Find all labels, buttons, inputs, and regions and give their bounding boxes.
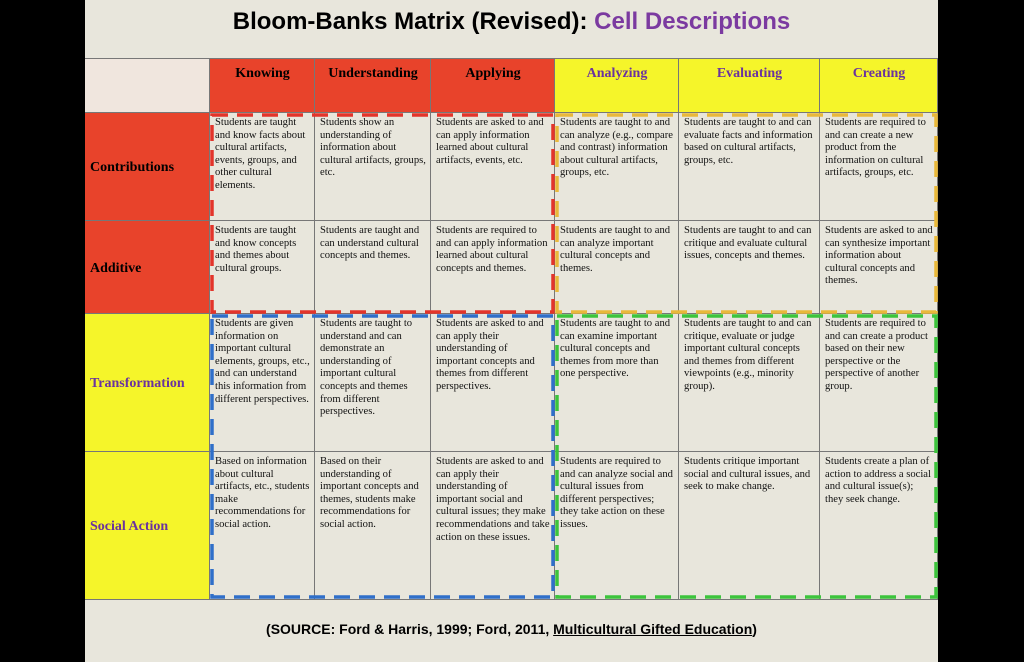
cell-social-action-creating: Students create a plan of action to address a social and cultural issue(s); they seek change.: [820, 452, 938, 600]
col-header-analyzing: Analyzing: [555, 58, 679, 113]
page-title: [85, 8, 938, 36]
cell-contributions-creating: Students are required to and can create a new product from the information on cultural artifacts, groups, etc.: [820, 113, 938, 221]
cell-transformation-understanding: Students are taught to understand and can demonstrate an understanding of important cultural concepts and themes from different perspectives.: [315, 314, 431, 452]
cell-transformation-analyzing: Students are taught to and can examine important cultural concepts and themes from more than one perspective.: [555, 314, 679, 452]
cell-contributions-understanding: Students show an understanding of information about cultural artifacts, groups, etc.: [315, 113, 431, 221]
cell-additive-knowing: Students are taught and know concepts and themes about cultural groups.: [210, 221, 315, 314]
title-main: Bloom-Banks Matrix (Revised):: [232, 8, 588, 35]
cell-contributions-applying: Students are asked to and can apply information learned about cultural artifacts, events, etc.: [431, 113, 555, 221]
cell-contributions-analyzing: Students are taught to and can analyze (e.g., compare and contrast) information about cultural artifacts, groups, etc.: [555, 113, 679, 221]
row-header-transformation: Transformation: [85, 314, 210, 452]
cell-transformation-knowing: Students are given information on important cultural elements, groups, etc., and can understand this information from different perspectives.: [210, 314, 315, 452]
source-citation: [85, 621, 938, 637]
cell-social-action-analyzing: Students are required to and can analyze social and cultural issues from different perspectives; they take action on these issues.: [555, 452, 679, 600]
cell-additive-evaluating: Students are taught to and can critique and evaluate cultural issues, concepts and themes.: [679, 221, 820, 314]
source-suffix: ): [752, 621, 757, 637]
title-sub: Cell Descriptions: [594, 8, 791, 35]
cell-social-action-evaluating: Students critique important social and cultural issues, and seek to make change.: [679, 452, 820, 600]
cell-additive-creating: Students are asked to and can synthesize important information about cultural concepts and themes.: [820, 221, 938, 314]
col-header-knowing: Knowing: [210, 58, 315, 113]
source-book-title: Multicultural Gifted Education: [553, 621, 753, 637]
col-header-creating: Creating: [820, 58, 938, 113]
cell-additive-understanding: Students are taught and can understand cultural concepts and themes.: [315, 221, 431, 314]
cell-transformation-creating: Students are required to and can create a product based on their new perspective or the perspective of another group.: [820, 314, 938, 452]
slide: [85, 0, 938, 662]
matrix-table: [85, 58, 938, 600]
col-header-evaluating: Evaluating: [679, 58, 820, 113]
cell-additive-analyzing: Students are taught to and can analyze important cultural concepts and themes.: [555, 221, 679, 314]
cell-additive-applying: Students are required to and can apply information learned about cultural concepts and themes.: [431, 221, 555, 314]
cell-transformation-applying: Students are asked to and can apply their understanding of important concepts and themes from different perspectives.: [431, 314, 555, 452]
row-header-additive: Additive: [85, 221, 210, 314]
cell-social-action-understanding: Based on their understanding of important concepts and themes, students make recommendations for social action.: [315, 452, 431, 600]
row-header-social-action: Social Action: [85, 452, 210, 600]
col-header-understanding: Understanding: [315, 58, 431, 113]
cell-contributions-evaluating: Students are taught to and can evaluate facts and information based on cultural artifacts, groups, etc.: [679, 113, 820, 221]
source-prefix: (SOURCE: Ford & Harris, 1999; Ford, 2011,: [266, 621, 554, 637]
cell-social-action-knowing: Based on information about cultural artifacts, etc., students make recommendations for social action.: [210, 452, 315, 600]
cell-social-action-applying: Students are asked to and can apply their understanding of important social and cultural issues; they make recommendations and take action on these issues.: [431, 452, 555, 600]
row-header-contributions: Contributions: [85, 113, 210, 221]
cell-contributions-knowing: Students are taught and know facts about cultural artifacts, events, groups, and other cultural elements.: [210, 113, 315, 221]
cell-transformation-evaluating: Students are taught to and can critique, evaluate or judge important cultural concepts and themes from different viewpoints (e.g., minority group).: [679, 314, 820, 452]
col-header-applying: Applying: [431, 58, 555, 113]
corner-cell: [85, 58, 210, 113]
